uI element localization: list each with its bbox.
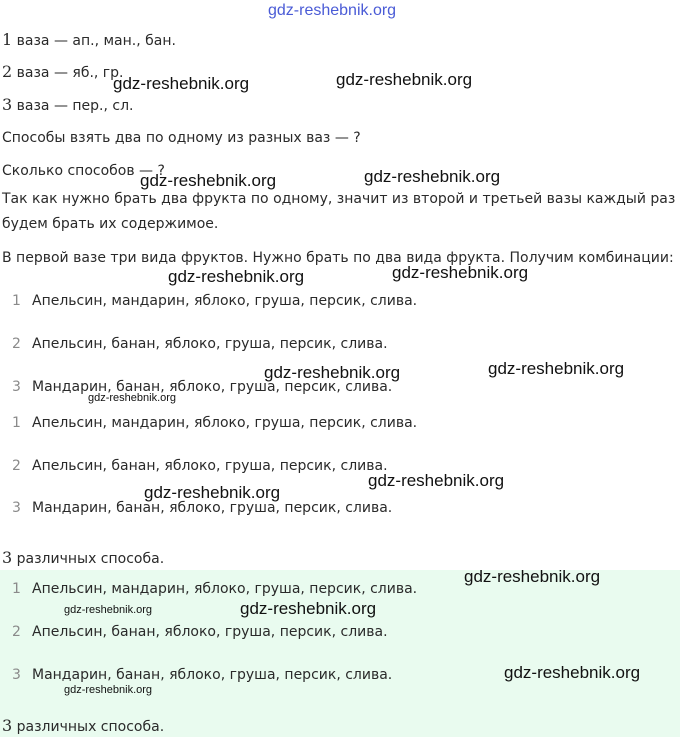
watermark: gdz-reshebnik.org <box>464 567 601 586</box>
watermark: gdz-reshebnik.org <box>140 171 277 190</box>
list-item <box>12 334 388 354</box>
vase-text: ваза — пер., сл. <box>12 98 134 114</box>
vase-text: ваза — ап., ман., бан. <box>12 33 176 49</box>
list-item <box>12 291 417 311</box>
item-index: 1 <box>12 415 21 431</box>
item-text: Апельсин, банан, яблоко, груша, персик, слива. <box>32 336 388 352</box>
list-item <box>12 456 388 476</box>
watermark: gdz-reshebnik.org <box>240 599 377 618</box>
answer-number: 3 <box>2 548 13 567</box>
item-text: Апельсин, банан, яблоко, груша, персик, слива. <box>32 458 388 474</box>
vase-number: 1 <box>2 30 13 49</box>
watermark: gdz-reshebnik.org <box>364 167 501 186</box>
vase-number: 2 <box>2 62 13 81</box>
item-index: 3 <box>12 379 21 395</box>
watermark: gdz-reshebnik.org <box>488 359 625 378</box>
combinations-intro: В первой вазе три вида фруктов. Нужно брать по два вида фрукта. Получим комбинации: <box>2 250 674 266</box>
vase-number: 3 <box>2 95 13 114</box>
explanation-line-1: Так как нужно брать два фрукта по одному, значит из второй и третьей вазы каждый раз <box>2 191 676 207</box>
watermark: gdz-reshebnik.org <box>336 70 473 89</box>
item-index: 3 <box>12 500 21 516</box>
vase-3-line <box>2 95 134 116</box>
item-text: Апельсин, мандарин, яблоко, груша, персик, слива. <box>32 581 418 597</box>
explanation-line-2: будем брать их содержимое. <box>2 216 219 232</box>
watermark-small: gdz-reshebnik.org <box>88 392 177 404</box>
answer-number: 3 <box>2 716 13 735</box>
watermark: gdz-reshebnik.org <box>368 471 505 490</box>
item-text: Апельсин, мандарин, яблоко, груша, персик, слива. <box>32 293 418 309</box>
watermark-small: gdz-reshebnik.org <box>64 604 153 616</box>
answer-text: различных способа. <box>12 719 165 735</box>
watermark: gdz-reshebnik.org <box>168 267 305 286</box>
item-index: 3 <box>12 667 21 683</box>
question-ways: Способы взять два по одному из разных ваз — ? <box>2 130 361 146</box>
item-text: Апельсин, мандарин, яблоко, груша, персик, слива. <box>32 415 418 431</box>
answer-text: различных способа. <box>12 551 165 567</box>
item-index: 1 <box>12 581 21 597</box>
watermark: gdz-reshebnik.org <box>144 483 281 502</box>
vase-text: ваза — яб., гр. <box>12 65 124 81</box>
list-item <box>12 413 417 433</box>
list-item <box>12 579 417 599</box>
watermark: gdz-reshebnik.org <box>504 663 641 682</box>
item-text: Мандарин, банан, яблоко, груша, персик, слива. <box>32 500 393 516</box>
watermark-top: gdz-reshebnik.org <box>268 2 397 19</box>
item-text: Мандарин, банан, яблоко, груша, персик, слива. <box>32 379 393 395</box>
watermark-small: gdz-reshebnik.org <box>64 684 153 696</box>
answer-line <box>2 716 164 737</box>
watermark: gdz-reshebnik.org <box>392 263 529 282</box>
item-text: Мандарин, банан, яблоко, груша, персик, слива. <box>32 667 393 683</box>
watermark: gdz-reshebnik.org <box>264 363 401 382</box>
vase-2-line <box>2 62 124 83</box>
list-item <box>12 622 388 642</box>
item-index: 2 <box>12 624 21 640</box>
item-index: 2 <box>12 336 21 352</box>
question-count: Сколько способов — ? <box>2 163 165 179</box>
item-text: Апельсин, банан, яблоко, груша, персик, слива. <box>32 624 388 640</box>
item-index: 2 <box>12 458 21 474</box>
list-item <box>12 665 392 685</box>
item-index: 1 <box>12 293 21 309</box>
vase-1-line <box>2 30 176 51</box>
answer-line <box>2 548 164 569</box>
watermark: gdz-reshebnik.org <box>113 74 250 93</box>
